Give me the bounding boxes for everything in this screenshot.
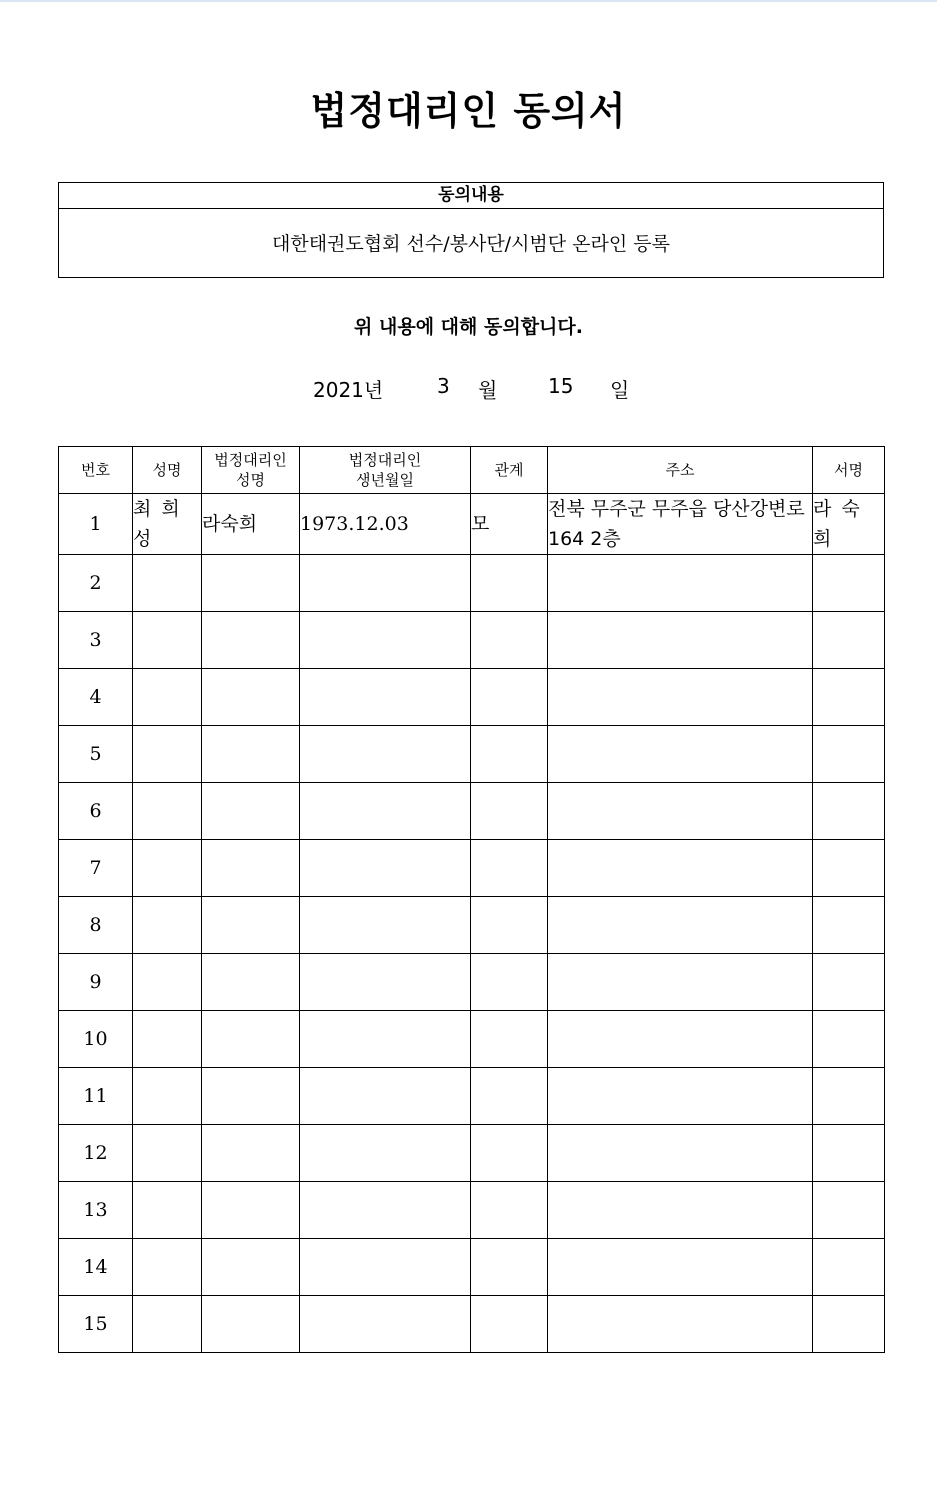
date-month: 3 (437, 374, 450, 398)
cell-signature (813, 954, 885, 1011)
cell-relation (471, 555, 548, 612)
cell-guardian-birth (300, 669, 471, 726)
table-row (59, 783, 885, 840)
cell-relation (471, 783, 548, 840)
header-guardian-name-line2: 성명 (236, 471, 265, 489)
header-address: 주소 (548, 447, 813, 494)
cell-relation: 모 (471, 494, 548, 555)
header-guardian-birth (300, 447, 471, 494)
cell-guardian-birth (300, 897, 471, 954)
cell-no: 13 (59, 1182, 133, 1239)
cell-guardian-birth (300, 1296, 471, 1353)
table-row (59, 555, 885, 612)
cell-guardian-birth (300, 1068, 471, 1125)
cell-signature (813, 1182, 885, 1239)
cell-relation (471, 1068, 548, 1125)
cell-name (133, 783, 202, 840)
cell-signature (813, 1296, 885, 1353)
document-title: 법정대리인 동의서 (310, 89, 627, 133)
cell-relation (471, 840, 548, 897)
cell-name (133, 1068, 202, 1125)
cell-no: 7 (59, 840, 133, 897)
date-month-unit: 월 (478, 378, 498, 402)
cell-relation (471, 897, 548, 954)
header-no: 번호 (59, 447, 133, 494)
cell-name: 최희성 (133, 494, 202, 555)
cell-signature (813, 1068, 885, 1125)
cell-guardian-birth (300, 1125, 471, 1182)
table-row (59, 494, 885, 555)
table-row (59, 1125, 885, 1182)
agreement-statement: 위 내용에 대해 동의합니다. (354, 316, 583, 338)
date-day-unit: 일 (610, 378, 630, 402)
header-guardian-name (202, 447, 300, 494)
cell-no: 12 (59, 1125, 133, 1182)
cell-signature (813, 783, 885, 840)
table-row (59, 669, 885, 726)
consent-content-box (58, 182, 884, 278)
table-row (59, 954, 885, 1011)
table-header-row (59, 447, 885, 494)
header-guardian-name-line1: 법정대리인 (214, 451, 287, 469)
cell-relation (471, 954, 548, 1011)
table-row (59, 1011, 885, 1068)
cell-guardian-birth (300, 1239, 471, 1296)
cell-guardian-name (202, 840, 300, 897)
cell-address (548, 1068, 813, 1125)
cell-guardian-birth (300, 954, 471, 1011)
cell-signature (813, 840, 885, 897)
consent-content-body: 대한태권도협회 선수/봉사단/시범단 온라인 등록 (271, 233, 670, 255)
cell-guardian-name (202, 897, 300, 954)
cell-signature (813, 1011, 885, 1068)
cell-address (548, 1011, 813, 1068)
cell-guardian-name (202, 1011, 300, 1068)
cell-name (133, 897, 202, 954)
header-relation: 관계 (471, 447, 548, 494)
cell-signature (813, 1239, 885, 1296)
cell-guardian-birth (300, 726, 471, 783)
cell-guardian-birth (300, 840, 471, 897)
cell-guardian-birth (300, 612, 471, 669)
cell-signature (813, 1125, 885, 1182)
cell-guardian-birth (300, 1011, 471, 1068)
cell-guardian-name (202, 1182, 300, 1239)
cell-guardian-name (202, 954, 300, 1011)
cell-guardian-name (202, 612, 300, 669)
cell-no: 5 (59, 726, 133, 783)
cell-no: 4 (59, 669, 133, 726)
cell-guardian-birth (300, 555, 471, 612)
cell-name (133, 726, 202, 783)
table-row (59, 897, 885, 954)
cell-address: 전북 무주군 무주읍 당산강변로 164 2층 (548, 494, 813, 555)
cell-guardian-birth (300, 783, 471, 840)
cell-relation (471, 1296, 548, 1353)
cell-guardian-name: 라숙희 (202, 494, 300, 555)
consent-content-header: 동의내용 (59, 183, 883, 209)
cell-name (133, 669, 202, 726)
cell-signature (813, 612, 885, 669)
cell-no: 10 (59, 1011, 133, 1068)
cell-address (548, 669, 813, 726)
cell-guardian-name (202, 555, 300, 612)
header-name: 성명 (133, 447, 202, 494)
cell-guardian-name (202, 1068, 300, 1125)
cell-name (133, 954, 202, 1011)
table-row (59, 1239, 885, 1296)
cell-address (548, 783, 813, 840)
cell-no: 6 (59, 783, 133, 840)
table-row (59, 840, 885, 897)
cell-no: 15 (59, 1296, 133, 1353)
header-signature: 서명 (813, 447, 885, 494)
cell-name (133, 1125, 202, 1182)
cell-guardian-birth (300, 1182, 471, 1239)
consent-table (58, 446, 885, 1353)
cell-guardian-name (202, 1125, 300, 1182)
cell-no: 11 (59, 1068, 133, 1125)
cell-name (133, 1239, 202, 1296)
cell-relation (471, 1182, 548, 1239)
cell-address (548, 1239, 813, 1296)
header-guardian-birth-line1: 법정대리인 (348, 451, 422, 469)
header-guardian-birth-line2: 생년월일 (356, 471, 414, 489)
cell-relation (471, 1239, 548, 1296)
date-year: 2021년 (313, 378, 384, 402)
cell-signature (813, 555, 885, 612)
cell-name (133, 1296, 202, 1353)
cell-signature: 라숙희 (813, 494, 885, 555)
cell-name (133, 612, 202, 669)
table-row (59, 1296, 885, 1353)
cell-signature (813, 669, 885, 726)
cell-no: 1 (59, 494, 133, 555)
cell-address (548, 1125, 813, 1182)
cell-guardian-name (202, 726, 300, 783)
table-body (59, 494, 885, 1353)
cell-relation (471, 669, 548, 726)
cell-name (133, 1182, 202, 1239)
cell-relation (471, 726, 548, 783)
table-row (59, 612, 885, 669)
cell-guardian-name (202, 1296, 300, 1353)
cell-address (548, 840, 813, 897)
cell-address (548, 612, 813, 669)
cell-address (548, 1182, 813, 1239)
cell-no: 2 (59, 555, 133, 612)
cell-address (548, 897, 813, 954)
cell-no: 14 (59, 1239, 133, 1296)
cell-no: 9 (59, 954, 133, 1011)
cell-address (548, 1296, 813, 1353)
cell-relation (471, 612, 548, 669)
cell-name (133, 840, 202, 897)
table-row (59, 1068, 885, 1125)
cell-guardian-birth: 1973.12.03 (300, 494, 471, 555)
table-row (59, 1182, 885, 1239)
cell-address (548, 726, 813, 783)
cell-no: 3 (59, 612, 133, 669)
date-day: 15 (548, 374, 574, 398)
table-row (59, 726, 885, 783)
cell-address (548, 555, 813, 612)
cell-guardian-name (202, 783, 300, 840)
cell-name (133, 555, 202, 612)
cell-guardian-name (202, 669, 300, 726)
cell-relation (471, 1125, 548, 1182)
cell-relation (471, 1011, 548, 1068)
cell-guardian-name (202, 1239, 300, 1296)
cell-signature (813, 897, 885, 954)
cell-signature (813, 726, 885, 783)
cell-address (548, 954, 813, 1011)
cell-name (133, 1011, 202, 1068)
cell-no: 8 (59, 897, 133, 954)
